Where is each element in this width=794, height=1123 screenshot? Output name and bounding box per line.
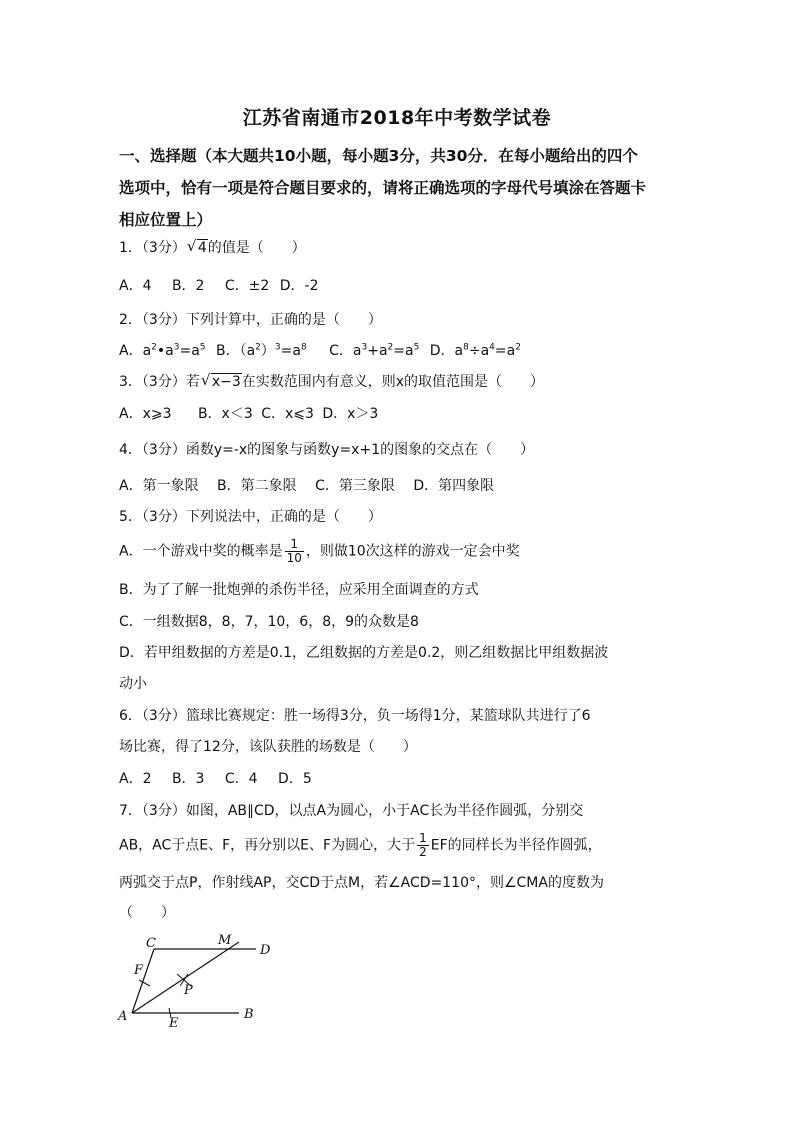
q7-half-fraction: $\frac{1}{2}$ [419,831,427,859]
q2-option-d: D．$a^8\div a^4=a^2$ [429,342,521,359]
arc-mark-f [139,980,150,986]
question-6-line-1: 6．（3分）篮球比赛规定：胜一场得3分，负一场得1分，某篮球队共进行了6 [119,708,591,724]
q1-option-c: C．±2 [224,278,270,294]
q6-option-b: B．3 [171,771,205,787]
q3-sqrt [202,372,242,392]
label-m: M [218,933,232,948]
question-2-options [119,341,521,361]
line-ac [132,949,154,1013]
label-b: B [244,1007,254,1022]
question-5-option-d-line-2: 动小 [119,676,147,692]
page-title: 江苏省南通市2018年中考数学试卷 [242,107,552,129]
question-5-option-b: B．为了了解一批炮弹的杀伤半径，应采用全面调查的方式 [119,582,479,598]
q4-option-c: C．第三象限 [315,478,395,494]
q2-option-c: C．$a^3+a^2=a^5$ [329,342,420,359]
question-7-line-4: （ ） [119,905,175,921]
q4-option-a: A．第一象限 [119,478,199,494]
q3-option-c: C．x⩽3 [261,406,314,422]
q6-option-c: C．4 [224,771,258,787]
q6-option-a: A．2 [119,771,152,787]
q1-radicand: 4 [197,240,207,256]
q1-stem-prefix: 1．（3分） [119,240,186,256]
question-4-stem: 4．（3分）函数y=-x的图象与函数y=x+1的图象的交点在（ ） [119,442,535,458]
q3-stem-suffix: 在实数范围内有意义，则x的取值范围是（ ） [241,374,545,390]
q1-option-b: B．2 [171,278,205,294]
question-3-options [119,404,378,424]
label-e: E [169,1016,179,1030]
question-1-options [119,276,319,296]
section-heading-line-2: 选项中，恰有一项是符合题目要求的，请将正确选项的字母代号填涂在答题卡 [119,179,647,197]
q2-option-a: A．$a^2•a^3=a^5$ [119,342,206,359]
q3-radicand: x−3 [211,374,241,390]
label-d: D [260,943,271,958]
question-5-option-d-line-1: D．若甲组数据的方差是0.1，乙组数据的方差是0.2，则乙组数据比甲组数据波 [119,645,609,661]
label-f: F [134,963,144,978]
question-2-stem: 2．（3分）下列计算中，正确的是（ ） [119,312,382,328]
question-5-option-c: C．一组数据8，8，7，10，6，8，9的众数是8 [119,614,419,630]
q3-option-b: B．x＜3 [197,406,253,422]
q4-option-d: D．第四象限 [413,478,495,494]
question-5-stem: 5．（3分）下列说法中，正确的是（ ） [119,509,382,525]
question-4-options [119,476,494,496]
q1-option-a: A．4 [119,278,152,294]
question-1-stem [119,238,306,258]
question-3-stem [119,372,544,392]
question-7-line-1: 7．（3分）如图，AB∥CD，以点A为圆心，小于AC长为半径作圆弧，分别交 [119,803,584,819]
q1-stem-suffix: 的值是（ ） [207,240,306,256]
section-heading-line-3: 相应位置上） [119,211,213,229]
question-7-line-3: 两弧交于点P，作射线AP，交CD于点M，若∠ACD=110°，则∠CMA的度数为 [119,875,604,891]
q3-option-d: D．x＞3 [322,406,379,422]
question-6-line-2: 场比赛，得了12分，该队获胜的场数是（ ） [119,739,417,755]
q1-option-d: D．-2 [279,278,319,294]
q6-option-d: D．5 [278,771,312,787]
label-p: P [184,983,193,998]
q5-fraction: $\frac{1}{10}$ [286,537,302,565]
section-heading-line-1: 一、选择题（本大题共10小题，每小题3分，共30分．在每小题给出的四个 [119,147,638,165]
q7-geometry-figure [114,930,284,1030]
q1-sqrt [188,238,208,258]
q4-option-b: B．第二象限 [217,478,297,494]
question-6-options [119,769,312,789]
question-7-line-2: AB，AC于点E、F，再分别以E、F为圆心，大于 $\frac{1}{2}$ EF的同样长为半径作圆弧， [119,831,602,859]
question-5-option-a: A．一个游戏中奖的概率是 $\frac{1}{10}$ ，则做10次这样的游戏一定会中奖 [119,537,520,565]
q2-option-b: B．$(a^2)^3=a^8$ [215,342,307,359]
label-a: A [118,1009,128,1024]
label-c: C [146,936,156,951]
q3-stem-prefix: 3．（3分）若 [119,374,200,390]
q3-option-a: A．x⩾3 [119,406,172,422]
